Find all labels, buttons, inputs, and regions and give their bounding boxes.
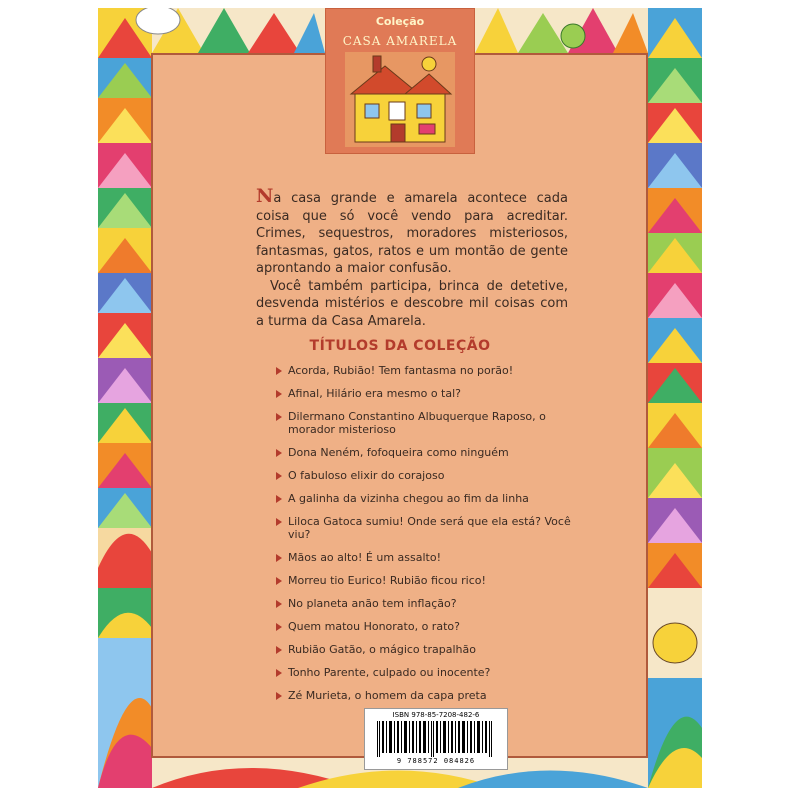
bullet-arrow-icon — [276, 413, 282, 421]
list-item — [274, 643, 574, 656]
bullet-arrow-icon — [276, 646, 282, 654]
bullet-arrow-icon — [276, 577, 282, 585]
bullet-arrow-icon — [276, 669, 282, 677]
series-logo-box — [325, 8, 475, 154]
list-item — [274, 492, 574, 505]
bullet-arrow-icon — [276, 472, 282, 480]
title-text: Morreu tio Eurico! Rubião ficou rico! — [288, 574, 486, 587]
book-back-cover — [98, 8, 702, 788]
list-item — [274, 620, 574, 633]
drop-cap: N — [256, 185, 274, 207]
isbn-barcode-box — [364, 708, 508, 770]
list-item — [274, 666, 574, 679]
intro-paragraph-1-text: a casa grande e amarela acontece cada coisa que só você vendo para acreditar. Crimes, sequestros, moradores misteriosos, fantasmas, gatos, ratos e um montão de gente aprontando a maior confusão. — [256, 191, 568, 276]
barcode-icon — [375, 721, 497, 757]
series-title: CASA AMARELA — [342, 34, 458, 48]
bullet-arrow-icon — [276, 692, 282, 700]
bullet-arrow-icon — [276, 623, 282, 631]
bullet-arrow-icon — [276, 449, 282, 457]
title-text: Rubião Gatão, o mágico trapalhão — [288, 643, 476, 656]
list-item — [274, 387, 574, 400]
intro-text — [256, 185, 568, 330]
list-item — [274, 364, 574, 377]
bullet-arrow-icon — [276, 495, 282, 503]
title-text: Dilermano Constantino Albuquerque Raposo, o morador misterioso — [288, 410, 546, 436]
bullet-arrow-icon — [276, 554, 282, 562]
list-item — [274, 574, 574, 587]
bullet-arrow-icon — [276, 367, 282, 375]
title-text: Acorda, Rubião! Tem fantasma no porão! — [288, 364, 514, 377]
bullet-arrow-icon — [276, 518, 282, 526]
title-text: Quem matou Honorato, o rato? — [288, 620, 460, 633]
titles-heading: TÍTULOS DA COLEÇÃO — [309, 338, 491, 354]
intro-paragraph-1 — [256, 185, 568, 278]
list-item — [274, 689, 574, 702]
title-text: Tonho Parente, culpado ou inocente? — [288, 666, 491, 679]
series-label: Coleção — [375, 15, 425, 28]
list-item — [274, 446, 574, 459]
title-text: Mãos ao alto! É um assalto! — [288, 551, 441, 564]
list-item — [274, 515, 574, 541]
isbn-label: ISBN 978-85-7208-482-6 — [392, 711, 480, 719]
list-item — [274, 410, 574, 436]
title-text: O fabuloso elixir do corajoso — [288, 469, 445, 482]
title-text: Liloca Gatoca sumiu! Onde será que ela está? Você viu? — [288, 515, 571, 541]
yellow-house-illustration — [345, 52, 455, 147]
title-text: No planeta anão tem inflação? — [288, 597, 457, 610]
list-item — [274, 469, 574, 482]
bullet-arrow-icon — [276, 600, 282, 608]
title-text: A galinha da vizinha chegou ao fim da linha — [288, 492, 529, 505]
list-item — [274, 597, 574, 610]
title-text: Afinal, Hilário era mesmo o tal? — [288, 387, 462, 400]
barcode-digits: 9 788572 084826 — [396, 757, 476, 765]
intro-paragraph-2: Você também participa, brinca de detetive, desvenda mistérios e descobre mil coisas com a turma da Casa Amarela. — [256, 278, 568, 329]
bullet-arrow-icon — [276, 390, 282, 398]
title-text: Zé Murieta, o homem da capa preta — [288, 689, 487, 702]
title-text: Dona Neném, fofoqueira como ninguém — [288, 446, 509, 459]
list-item — [274, 551, 574, 564]
